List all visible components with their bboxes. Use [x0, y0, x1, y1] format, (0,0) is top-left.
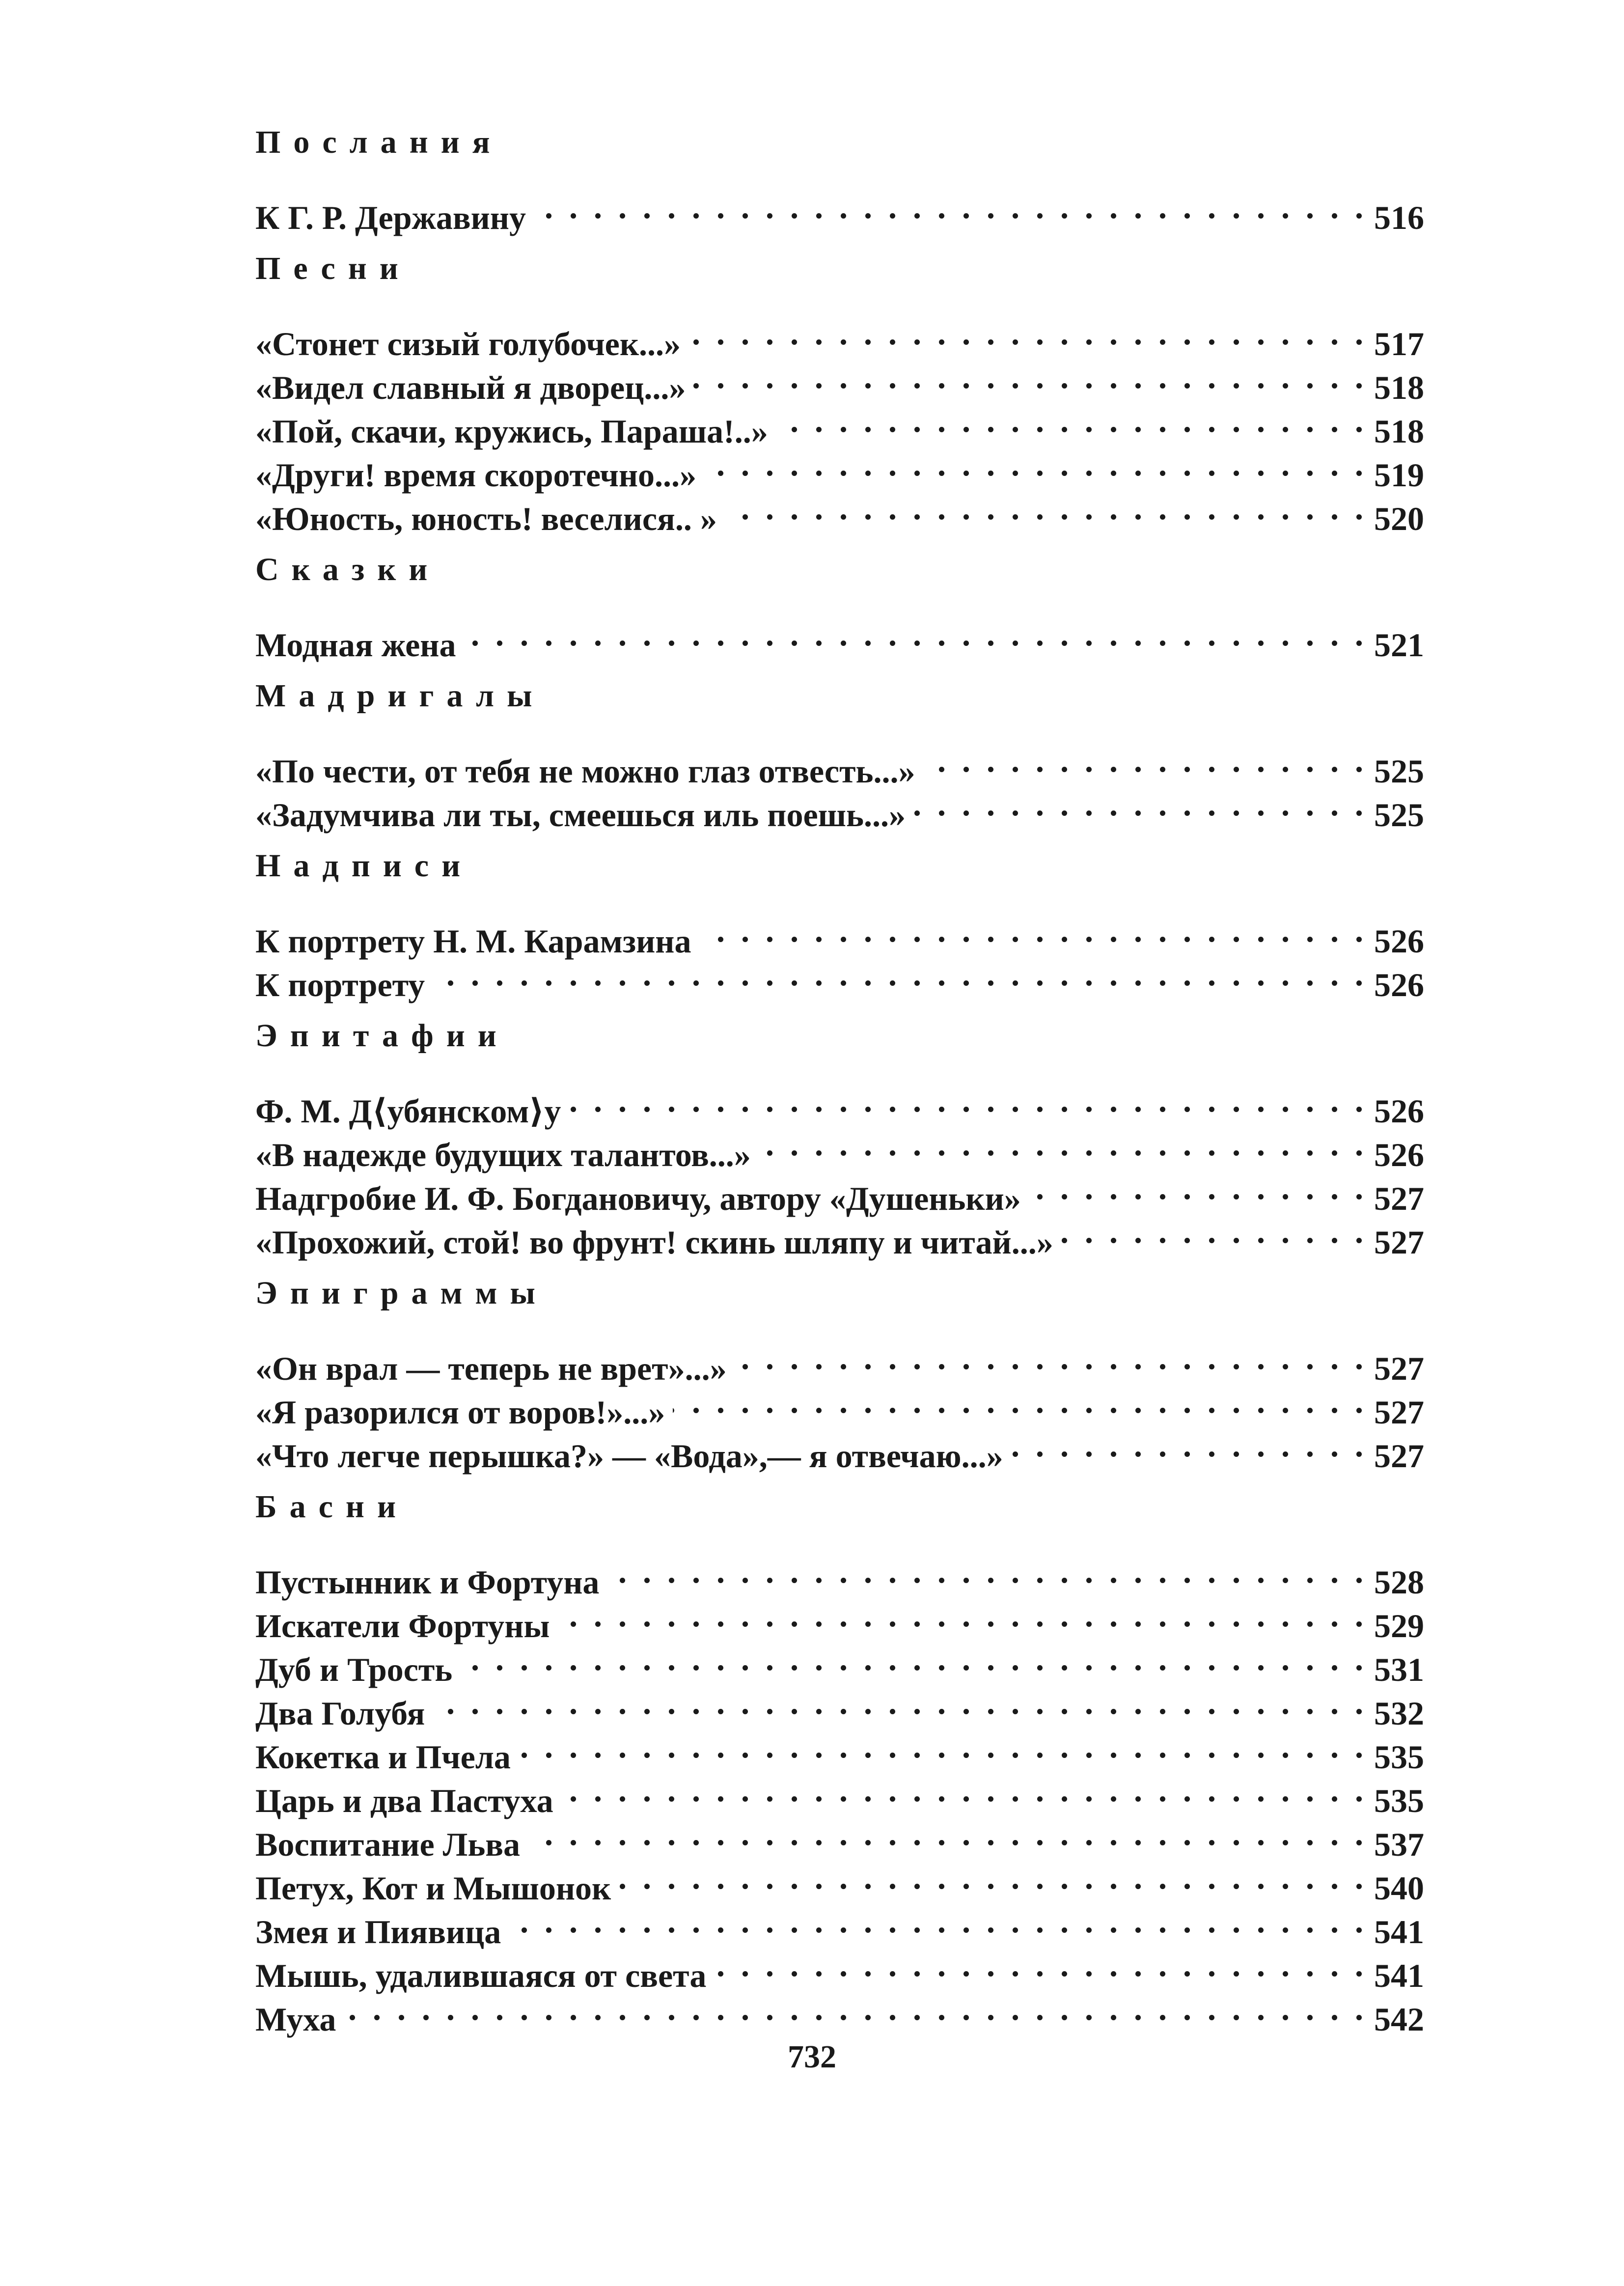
entry-title: «Пой, скачи, кружись, Параша!..» — [255, 413, 768, 450]
dot-leader — [1029, 1166, 1367, 1210]
entry-title: Ф. М. Д⟨убянском⟩у — [255, 1092, 561, 1130]
entry-title: Змея и Пиявица — [255, 1913, 501, 1951]
entry-page-number: 520 — [1374, 500, 1424, 537]
section-heading: Послания — [255, 124, 503, 160]
section-heading: Басни — [255, 1489, 409, 1525]
dot-leader — [688, 311, 1367, 355]
entry-title: «В надежде будущих талантов...» — [255, 1136, 751, 1173]
entry-title: Кокетка и Пчела — [255, 1738, 511, 1776]
entry-title: «Видел славный я дворец...» — [255, 369, 686, 406]
entry-title: Дуб и Трость — [255, 1651, 453, 1688]
entry-page-number: 529 — [1374, 1607, 1424, 1645]
entry-title: «Стонет сизый голубочек...» — [255, 325, 681, 362]
entry-title: Воспитание Льва — [255, 1826, 521, 1863]
dot-leader — [759, 1122, 1367, 1166]
entry-page-number: 526 — [1374, 966, 1424, 1004]
entry-page-number: 527 — [1374, 1180, 1424, 1217]
entry-page-number: 517 — [1374, 325, 1424, 362]
dot-leader — [519, 1725, 1367, 1768]
section-entries — [255, 613, 1424, 664]
entry-title: «Что легче перышка?» — «Вода»,— я отвечаю...» — [255, 1437, 1003, 1475]
entry-page-number: 516 — [1374, 199, 1424, 236]
dot-leader — [433, 952, 1367, 996]
dot-leader — [433, 1681, 1367, 1725]
entry-page-number: 528 — [1374, 1563, 1424, 1601]
entry-title: «Други! время скоротечно...» — [255, 456, 697, 494]
dot-leader — [619, 1856, 1367, 1899]
dot-leader — [1011, 1423, 1367, 1467]
dot-leader — [693, 355, 1367, 399]
dot-leader — [776, 399, 1367, 443]
entry-page-number: 542 — [1374, 2001, 1424, 2038]
dot-leader — [557, 1593, 1367, 1637]
section-heading: Надписи — [255, 848, 473, 884]
section-entries — [255, 185, 1424, 236]
table-of-contents — [255, 120, 1424, 2038]
dot-leader — [607, 1550, 1367, 1593]
entry-page-number: 518 — [1374, 369, 1424, 406]
section-entries — [255, 1079, 1424, 1261]
dot-leader — [913, 782, 1367, 826]
toc-section — [255, 548, 1424, 664]
page-number: 732 — [788, 2039, 836, 2075]
entry-page-number: 535 — [1374, 1738, 1424, 1776]
dot-leader — [344, 1987, 1367, 2031]
entry-title: Петух, Кот и Мышонок — [255, 1869, 611, 1907]
dot-leader — [714, 1943, 1367, 1987]
toc-entry — [255, 909, 1424, 960]
entry-page-number: 525 — [1374, 753, 1424, 790]
entry-page-number: 535 — [1374, 1782, 1424, 1819]
section-entries — [255, 909, 1424, 1004]
toc-entry — [255, 1550, 1424, 1601]
entry-page-number: 527 — [1374, 1394, 1424, 1431]
section-heading: Эпиграммы — [255, 1275, 548, 1311]
section-gap — [255, 996, 1424, 1014]
toc-section — [255, 674, 1424, 834]
entry-title: К Г. Р. Державину — [255, 199, 526, 236]
toc-entry — [255, 185, 1424, 236]
toc-entry — [255, 1987, 1424, 2038]
entry-title: К портрету Н. М. Карамзина — [255, 922, 691, 960]
entry-title: «Задумчива ли ты, смеешься иль поешь...» — [255, 796, 906, 834]
toc-section — [255, 120, 1424, 236]
toc-entry — [255, 739, 1424, 790]
entry-page-number: 526 — [1374, 1092, 1424, 1130]
entry-page-number: 541 — [1374, 1957, 1424, 1994]
section-entries — [255, 1336, 1424, 1475]
toc-entry — [255, 311, 1424, 362]
dot-leader — [725, 486, 1367, 530]
entry-page-number: 527 — [1374, 1224, 1424, 1261]
toc-section — [255, 247, 1424, 537]
entry-title: «Юность, юность! веселися.. » — [255, 500, 717, 537]
entry-title: Царь и два Пастуха — [255, 1782, 553, 1819]
dot-leader — [1061, 1210, 1367, 1254]
toc-entry — [255, 613, 1424, 664]
entry-page-number: 527 — [1374, 1437, 1424, 1475]
toc-section — [255, 844, 1424, 1004]
toc-entry — [255, 1725, 1424, 1776]
entry-page-number: 531 — [1374, 1651, 1424, 1688]
dot-leader — [561, 1768, 1367, 1812]
dot-leader — [704, 443, 1367, 486]
entry-title: Муха — [255, 2001, 336, 2038]
entry-title: Модная жена — [255, 626, 456, 664]
entry-page-number: 521 — [1374, 626, 1424, 664]
entry-title: Надгробие И. Ф. Богдановичу, автору «Душеньки» — [255, 1180, 1021, 1217]
entry-title: Искатели Фортуны — [255, 1607, 550, 1645]
toc-section — [255, 1014, 1424, 1261]
entry-title: Пустынник и Фортуна — [255, 1563, 600, 1601]
toc-entry — [255, 1079, 1424, 1130]
entry-page-number: 527 — [1374, 1350, 1424, 1387]
section-heading: Песни — [255, 251, 411, 286]
entry-page-number: 532 — [1374, 1695, 1424, 1732]
section-heading: Эпитафии — [255, 1018, 509, 1054]
entry-page-number: 540 — [1374, 1869, 1424, 1907]
entry-title: Мышь, удалившаяся от света — [255, 1957, 707, 1994]
section-entries — [255, 1550, 1424, 2038]
entry-page-number: 526 — [1374, 1136, 1424, 1173]
entry-title: Два Голубя — [255, 1695, 425, 1732]
entry-page-number: 541 — [1374, 1913, 1424, 1951]
entry-page-number: 525 — [1374, 796, 1424, 834]
dot-leader — [509, 1899, 1367, 1943]
dot-leader — [699, 909, 1367, 952]
dot-leader — [534, 185, 1367, 229]
dot-leader — [923, 739, 1367, 782]
entry-title: «По чести, от тебя не можно глаз отвесть...» — [255, 753, 915, 790]
entry-page-number: 537 — [1374, 1826, 1424, 1863]
section-heading: Мадригалы — [255, 678, 545, 714]
section-entries — [255, 311, 1424, 537]
dot-leader — [735, 1336, 1367, 1380]
entry-title: К портрету — [255, 966, 425, 1004]
toc-section — [255, 1271, 1424, 1475]
dot-leader — [528, 1812, 1367, 1856]
entry-page-number: 526 — [1374, 922, 1424, 960]
entry-page-number: 519 — [1374, 456, 1424, 494]
section-entries — [255, 739, 1424, 834]
entry-title: «Он врал — теперь не врет»...» — [255, 1350, 727, 1387]
toc-section — [255, 1485, 1424, 2038]
entry-title: «Я разорился от воров!»...» — [255, 1394, 665, 1431]
toc-entry — [255, 1336, 1424, 1387]
entry-title: «Прохожий, стой! во фрунт! скинь шляпу и читай...» — [255, 1224, 1053, 1261]
dot-leader — [569, 1079, 1367, 1122]
dot-leader — [673, 1380, 1367, 1423]
dot-leader — [460, 1637, 1367, 1681]
entry-page-number: 518 — [1374, 413, 1424, 450]
section-heading: Сказки — [255, 552, 440, 587]
dot-leader — [464, 613, 1367, 656]
